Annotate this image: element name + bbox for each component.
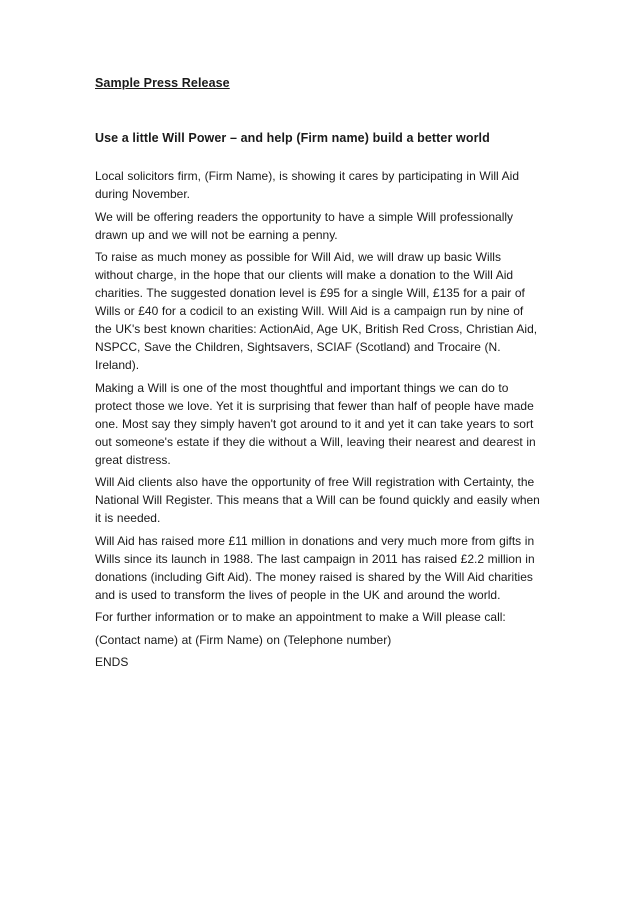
paragraph-contact-call-to-action: For further information or to make an appointment to make a Will please call: [95,610,506,624]
paragraph-importance-of-will: Making a Will is one of the most thoughtful and important things we can do to protect those we love. Yet it is surprising that fewer than half of people have made one. Most say they simply haven't got around to it and yet it can take years to sort out someone's estate if they die without a Will, leaving their nearest and dearest in great distress. [95,380,536,467]
paragraph-donation-details: To raise as much money as possible for Will Aid, we will draw up basic Wills without charge, in the hope that our clients will make a donation to the Will Aid charities. The suggested donation level is £95 for a single Will, £135 for a pair of Wills or £40 for a codicil to an existing Will. Will Aid is a campaign run by nine of the UK's best known charities: ActionAid, Age UK, British Red Cross, Christian Aid, NSPCC, Save the Children, Sightsavers, SCIAF (Scotland) and Trocaire (N. Ireland). [95,250,538,372]
document-title: Sample Press Release [95,76,230,90]
paragraph-offer: We will be offering readers the opportunity to have a simple Will professionally drawn up and we will not be earning a penny. [95,209,514,242]
paragraph-fundraising-history: Will Aid has raised more £11 million in donations and very much more from gifts in Wills since its launch in 1988. The last campaign in 2011 has raised £2.2 million in donations (including Gift Aid). The money raised is shared by the Will Aid charities and is used to transform the lives of people in the UK and around the world. [95,533,535,602]
paragraph-intro: Local solicitors firm, (Firm Name), is showing it cares by participating in Will Aid during November. [95,169,520,201]
paragraph-ends-marker: ENDS [95,655,129,669]
paragraph-will-registration: Will Aid clients also have the opportunity of free Will registration with Certainty, the National Will Register. This means that a Will can be found quickly and easily when it is needed. [95,475,540,525]
paragraph-contact-placeholder: (Contact name) at (Firm Name) on (Telephone number) [95,632,392,647]
document-content [95,74,541,671]
press-release-headline: Use a little Will Power – and help (Firm name) build a better world [95,131,490,145]
